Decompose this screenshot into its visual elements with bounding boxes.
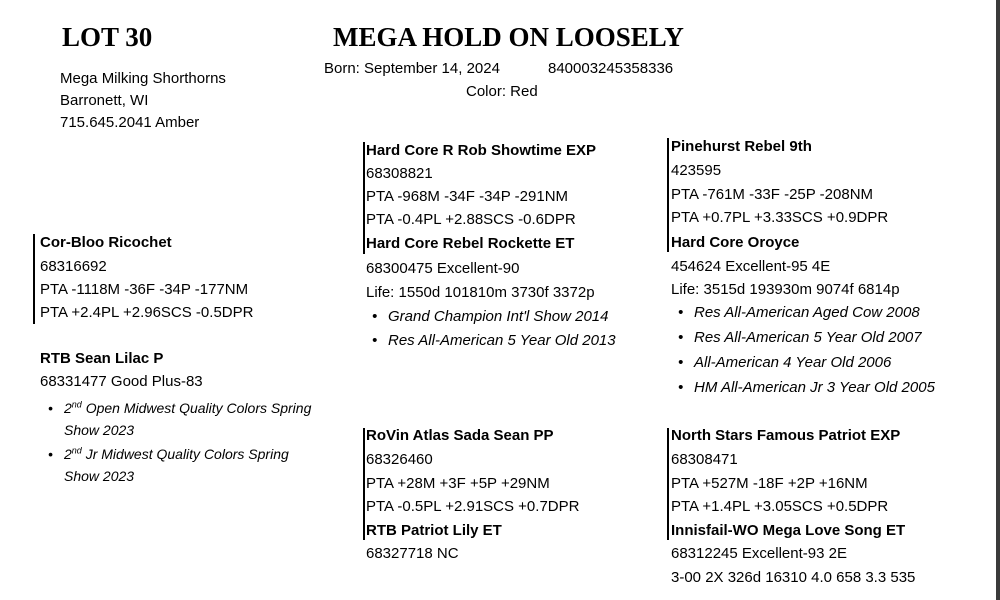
birth-date: Born: September 14, 2024 xyxy=(324,60,500,77)
sd-name: Hard Core Rebel Rockette ET xyxy=(366,235,575,252)
sire-pta1: PTA -1118M -36F -34P -177NM xyxy=(40,281,249,298)
window-edge xyxy=(996,0,1000,600)
dss-reg: 68308471 xyxy=(671,451,738,468)
ds-bracket xyxy=(363,428,365,540)
dsd-record: 3-00 2X 326d 16310 4.0 658 3.3 535 xyxy=(671,569,916,586)
dam-name: RTB Sean Lilac P xyxy=(40,350,164,367)
breeder-phone: 715.645.2041 Amber xyxy=(60,114,200,131)
dd-reg: 68327718 NC xyxy=(366,545,459,562)
ss-reg: 68308821 xyxy=(366,165,433,182)
sss-reg: 423595 xyxy=(671,162,722,179)
animal-name: MEGA HOLD ON LOOSELY xyxy=(333,22,684,52)
ds-reg: 68326460 xyxy=(366,451,433,468)
ds-pta1: PTA +28M +3F +5P +29NM xyxy=(366,475,550,492)
color: Color: Red xyxy=(466,83,538,100)
sire-bracket xyxy=(33,234,35,324)
sd-reg: 68300475 Excellent-90 xyxy=(366,260,520,277)
ss-pta2: PTA -0.4PL +2.88SCS -0.6DPR xyxy=(366,211,576,228)
ssd-name: Hard Core Oroyce xyxy=(671,234,800,251)
dam-reg: 68331477 Good Plus-83 xyxy=(40,373,203,390)
ds-pta2: PTA -0.5PL +2.91SCS +0.7DPR xyxy=(366,498,580,515)
dss-pta2: PTA +1.4PL +3.05SCS +0.5DPR xyxy=(671,498,889,515)
dsd-name: Innisfail-WO Mega Love Song ET xyxy=(671,522,906,539)
ssd-reg: 454624 Excellent-95 4E xyxy=(671,258,831,275)
breeder-location: Barronett, WI xyxy=(60,92,149,109)
sire-pta2: PTA +2.4PL +2.96SCS -0.5DPR xyxy=(40,304,254,321)
dsd-reg: 68312245 Excellent-93 2E xyxy=(671,545,847,562)
breeder-name: Mega Milking Shorthorns xyxy=(60,70,226,87)
lot-number: LOT 30 xyxy=(62,22,153,52)
dam-award-1-cont: Show 2023 xyxy=(64,422,135,438)
dss-pta1: PTA +527M -18F +2P +16NM xyxy=(671,475,868,492)
sire-name: Cor-Bloo Ricochet xyxy=(40,234,172,251)
ds-name: RoVin Atlas Sada Sean PP xyxy=(366,427,554,444)
sss-bracket xyxy=(667,138,669,252)
dss-bracket xyxy=(667,428,669,540)
sss-pta2: PTA +0.7PL +3.33SCS +0.9DPR xyxy=(671,209,889,226)
dss-name: North Stars Famous Patriot EXP xyxy=(671,427,901,444)
sss-pta1: PTA -761M -33F -25P -208NM xyxy=(671,186,874,203)
sd-life: Life: 1550d 101810m 3730f 3372p xyxy=(366,284,595,301)
sire-reg: 68316692 xyxy=(40,258,107,275)
dd-name: RTB Patriot Lily ET xyxy=(366,522,502,539)
dam-award-2-cont: Show 2023 xyxy=(64,468,135,484)
animal-id: 840003245358336 xyxy=(548,60,674,77)
ss-name: Hard Core R Rob Showtime EXP xyxy=(366,142,597,159)
ssd-life: Life: 3515d 193930m 9074f 6814p xyxy=(671,281,900,298)
sss-name: Pinehurst Rebel 9th xyxy=(671,138,812,155)
ss-pta1: PTA -968M -34F -34P -291NM xyxy=(366,188,569,205)
ss-bracket xyxy=(363,142,365,254)
